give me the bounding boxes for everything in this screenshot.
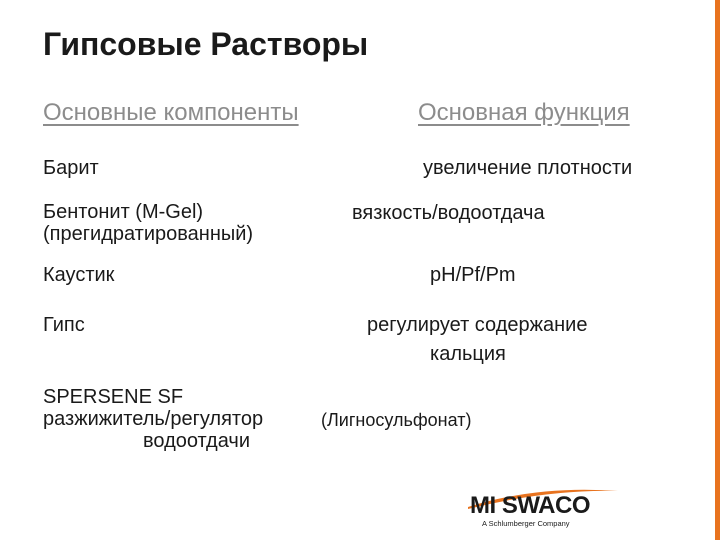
header-function: Основная функция (418, 99, 630, 126)
component-bentonite: Бентонит (M-Gel) (43, 201, 204, 223)
component-spersene-role-cont: водоотдачи (143, 430, 251, 452)
component-barite: Барит (43, 157, 99, 179)
component-caustic: Каустик (43, 264, 115, 286)
component-bentonite-note: (прегидратированный) (43, 223, 254, 245)
header-components: Основные компоненты (43, 99, 299, 126)
component-spersene-role: разжижитель/регулятор (43, 408, 264, 430)
function-lignosulfonate: (Лигносульфонат) (321, 410, 472, 430)
mi-swaco-logo (468, 483, 690, 531)
component-gypsum: Гипс (43, 314, 85, 336)
function-density: увеличение плотности (423, 157, 633, 179)
function-viscosity: вязкость/водоотдача (352, 202, 545, 224)
logo-brand: MI SWACO (470, 492, 590, 519)
function-calcium-line1: регулирует содержание (367, 314, 588, 336)
logo-tagline: A Schlumberger Company (482, 519, 570, 528)
accent-side-bar (715, 0, 720, 540)
function-calcium-line2: кальция (430, 343, 506, 365)
slide-title: Гипсовые Растворы (43, 26, 369, 62)
component-spersene: SPERSENE SF (43, 386, 184, 408)
function-ph: pH/Pf/Pm (430, 264, 516, 286)
